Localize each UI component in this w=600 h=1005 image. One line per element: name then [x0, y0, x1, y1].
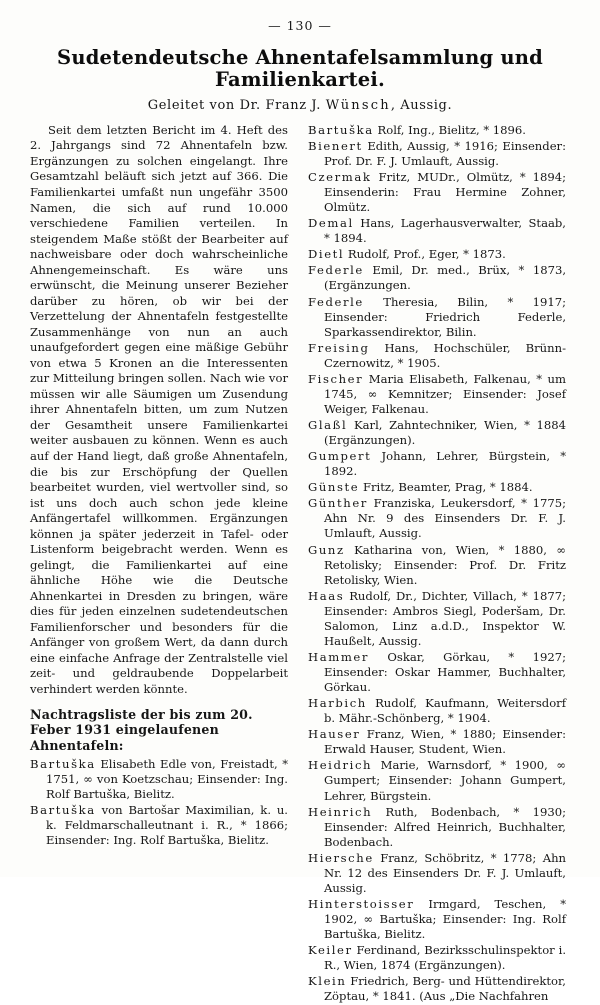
entry-details: Karl, Zahntechniker, Wien, * 1884 (Ergänzungen). — [324, 418, 566, 448]
list-item — [308, 758, 566, 803]
entry-surname: Freising — [308, 340, 370, 355]
entry-surname: Bartuška — [30, 756, 96, 771]
list-item — [308, 650, 566, 695]
list-item — [308, 341, 566, 371]
entry-surname: Hammer — [308, 649, 370, 664]
list-item — [308, 696, 566, 726]
list-item — [308, 974, 566, 1004]
list-item — [308, 805, 566, 850]
two-column-body — [30, 123, 570, 1005]
entry-details: Fritz, MUDr., Olmütz, * 1894; Einsenderin: Frau Hermine Zohner, Olmütz. — [324, 170, 566, 215]
entry-details: Johann, Lehrer, Bürgstein, * 1892. — [324, 449, 566, 479]
list-item — [308, 139, 566, 169]
list-item — [308, 727, 566, 757]
entry-details: Oskar, Görkau, * 1927; Einsender: Oskar Hammer, Buchhalter, Görkau. — [324, 649, 566, 695]
entry-surname: Heidrich — [308, 758, 373, 773]
list-item — [308, 170, 566, 215]
subtitle-editor-name: Wünsch — [325, 97, 391, 113]
section-heading: Nachtragsliste der bis zum 20. Feber 1931 eingelaufenen Ahnentafeln: — [30, 706, 253, 753]
entry-surname: Glaßl — [308, 418, 348, 433]
list-item — [308, 897, 566, 942]
entry-details: Hans, Lagerhausverwalter, Staab, * 1894. — [324, 216, 566, 246]
entry-details: Rudolf, Kaufmann, Weitersdorf b. Mähr.-Schönberg, * 1904. — [324, 696, 567, 726]
entry-surname: Klein — [308, 974, 347, 989]
list-item — [308, 449, 566, 479]
page-number: — 130 — — [268, 18, 332, 33]
entry-details: Katharina von, Wien, * 1880, ∞ Retolisky; Einsender: Prof. Dr. Fritz Retolisky, Wien. — [324, 542, 567, 587]
entry-surname: Keiler — [308, 943, 353, 958]
entry-surname: Gunz — [308, 542, 345, 557]
entry-details: Friedrich, Berg- und Hüttendirektor, Zöptau, * 1841. (Aus „Die Nachfahren — [324, 974, 566, 1004]
entry-details: Rudolf, Dr., Dichter, Villach, * 1877; Einsender: Ambros Siegl, Poderšam, Dr. Salomon, Linz a.d.D., Inspektor W. Haußelt, Aussig. — [324, 588, 566, 648]
entry-details: Maria Elisabeth, Falkenau, * um 1745, ∞ Kemnitzer; Einsender: Josef Weiger, Falkenau. — [324, 371, 566, 416]
list-item — [308, 418, 566, 448]
entry-details: Franziska, Leukersdorf, * 1775; Ahn Nr. 9 des Einsenders Dr. F. J. Umlauft, Aussig. — [324, 496, 567, 541]
entry-details: Edith, Aussig, * 1916; Einsender: Prof. Dr. F. J. Umlauft, Aussig. — [324, 138, 567, 168]
entry-surname: Bartuška — [308, 122, 374, 137]
entry-details: Rudolf, Prof., Eger, * 1873. — [347, 247, 506, 262]
entry-details: Theresia, Bilin, * 1917; Einsender: Friedrich Federle, Sparkassendirektor, Bilin. — [324, 294, 567, 339]
entry-surname: Fischer — [308, 371, 364, 386]
list-item — [308, 247, 566, 262]
entry-surname: Heinrich — [308, 804, 373, 819]
entry-surname: Federle — [308, 294, 364, 309]
entry-details: Marie, Warnsdorf, * 1900, ∞ Gumpert; Einsender: Johann Gumpert, Lehrer, Bürgstein. — [324, 758, 566, 803]
entry-surname: Gumpert — [308, 449, 372, 464]
entry-surname: Hinterstoisser — [308, 896, 415, 911]
list-item — [308, 263, 566, 293]
entry-details: Franz, Wien, * 1880; Einsender: Erwald Hauser, Student, Wien. — [324, 727, 567, 757]
entry-details: Emil, Dr. med., Brüx, * 1873, (Ergänzungen. — [324, 263, 567, 293]
list-item — [308, 496, 566, 541]
subtitle-suffix: , Aussig. — [390, 97, 453, 113]
intro-paragraph: Seit dem letzten Bericht im 4. Heft des 2. Jahrgangs sind 72 Ahnentafeln bzw. Ergänzungen zu solchen eingelangt. Ihre Gesamtzahl beläuft sich jetzt auf 366. Die Familienkartei umfaßt nun ungefähr 3500 Namen, die sich auf rund 10.000 verschiedene Familien verteilen. In steigendem Maße stößt der Bearbeiter auf nachweisbare oder doch wahrscheinliche Ahnengemeinschaft. Es wäre uns erwünscht, die Meinung unserer Bezieher darüber zu hören, ob wir bei der Verzettelung der Ahnentafeln festgestellte Zusammenhänge von nun an auch unaufgefordert gegen eine mäßige Gebühr von etwa 5 Kronen an die Interessenten zur Mitteilung bringen sollen. Nach wie vor müssen wir alle Säumigen um Zusendung ihrer Ahnentafeln bitten, um zum Nutzen der Gesamtheit unsere Familienkartei weiter ausbauen zu können. Wenn es auch auf der Hand liegt, daß große Ahnentafeln, die bis zur Erschöpfung der Quellen bearbeitet wurden, viel wertvoller sind, so ist uns doch auch schon jede kleine Anfängertafel willkommen. Ergänzungen können ja später jederzeit in Tafel- oder Listenform beigebracht werden. Wenn es gelingt, die Familienkartei auf eine ähnliche Höhe wie die Deutsche Ahnenkartei in Dresden zu bringen, wäre dies für jeden einzelnen sudetendeutschen Familienforscher und besonders für die Anfänger von großem Wert, da dann durch eine einfache Anfrage der Zentralstelle viel zeit- und geldraubende Doppelarbeit verhindert werden könnte. — [30, 122, 288, 696]
entry-details: Elisabeth Edle von, Freistadt, * 1751, ∞ von Koetzschau; Einsender: Ing. Rolf Bartuška, Bielitz. — [46, 756, 288, 801]
entry-details: Hans, Hochschüler, Brünn-Czernowitz, * 1905. — [324, 340, 567, 370]
list-item — [308, 123, 566, 138]
list-item — [308, 543, 566, 588]
list-item — [308, 295, 566, 340]
list-item — [308, 216, 566, 246]
entry-surname: Bartuška — [30, 802, 96, 817]
entry-details: Franz, Schöbritz, * 1778; Ahn Nr. 12 des Einsenders Dr. F. J. Umlauft, Aussig. — [324, 850, 566, 895]
entry-surname: Haas — [308, 588, 345, 603]
entry-details: Ruth, Bodenbach, * 1930; Einsender: Alfred Heinrich, Buchhalter, Bodenbach. — [324, 804, 567, 849]
right-column — [308, 123, 566, 1005]
page-title: Sudetendeutsche Ahnentafelsammlung und Familienkartei. — [57, 46, 543, 92]
entry-details: Irmgard, Teschen, * 1902, ∞ Bartuška; Einsender: Ing. Rolf Bartuška, Bielitz. — [324, 896, 566, 942]
entry-details: Rolf, Ing., Bielitz, * 1896. — [377, 122, 526, 137]
subtitle-prefix: Geleitet von Dr. Franz J. — [147, 97, 326, 113]
list-item — [30, 757, 288, 802]
entry-surname: Harbich — [308, 696, 367, 711]
entry-surname: Dietl — [308, 247, 345, 262]
left-column — [30, 123, 288, 849]
entry-details: Fritz, Beamter, Prag, * 1884. — [362, 480, 533, 495]
entry-surname: Federle — [308, 263, 364, 278]
entry-surname: Demal — [308, 216, 354, 231]
list-item — [308, 372, 566, 417]
entry-surname: Günther — [308, 496, 368, 511]
entry-surname: Hiersche — [308, 850, 374, 865]
entry-details: von Bartošar Maximilian, k. u. k. Feldmarschalleutnant i. R., * 1866; Einsender: Ing. Rolf Bartuška, Bielitz. — [46, 802, 288, 848]
list-item — [308, 480, 566, 495]
entry-surname: Bienert — [308, 138, 363, 153]
list-item — [30, 803, 288, 848]
list-item — [308, 589, 566, 649]
entry-surname: Günste — [308, 480, 360, 495]
list-item — [308, 943, 566, 973]
entry-surname: Czermak — [308, 170, 372, 185]
entry-details: Ferdinand, Bezirksschulinspektor i. R., Wien, 1874 (Ergänzungen). — [324, 943, 566, 973]
list-item — [308, 851, 566, 896]
page-subtitle — [30, 98, 570, 113]
entry-surname: Hauser — [308, 727, 361, 742]
